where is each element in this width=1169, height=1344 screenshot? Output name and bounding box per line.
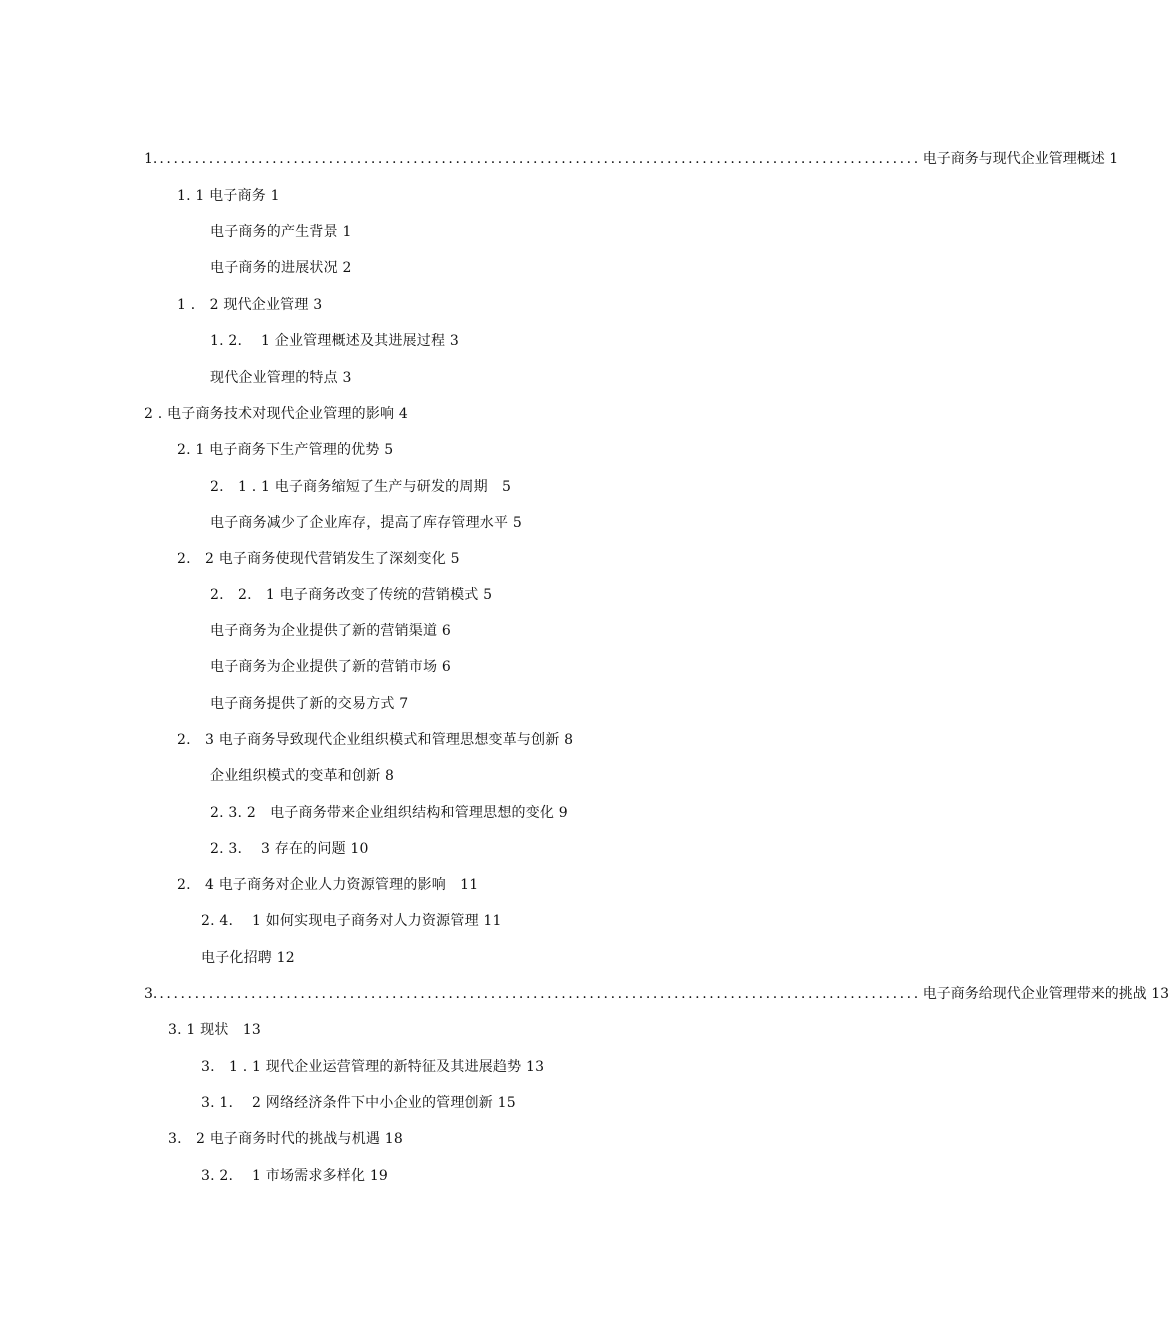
- toc-entry-2-2-1: 2. 2. 1 电子商务改变了传统的营销模式 5: [210, 587, 493, 603]
- toc-entry: 企业组织模式的变革和创新 8: [210, 768, 395, 784]
- toc-entry-2-2: 2. 2 电子商务使现代营销发生了深刻变化 5: [177, 551, 460, 567]
- toc-entry-2-3-2: 2. 3. 2 电子商务带来企业组织结构和管理思想的变化 9: [210, 805, 568, 821]
- toc-entry-3-1-2: 3. 1. 2 网络经济条件下中小企业的管理创新 15: [201, 1095, 516, 1111]
- toc-entry: 电子商务为企业提供了新的营销市场 6: [210, 659, 451, 675]
- toc-chapter-2: 2 . 电子商务技术对现代企业管理的影响 4: [144, 406, 409, 422]
- toc-entry-3-2-1: 3. 2. 1 市场需求多样化 19: [201, 1168, 389, 1184]
- toc-entry-2-3-3: 2. 3. 3 存在的问题 10: [210, 841, 369, 857]
- toc-chapter-title: 电子商务给现代企业管理带来的挑战 13: [922, 986, 1169, 1002]
- toc-chapter-1: [144, 149, 1119, 169]
- toc-chapter-3: [144, 984, 1169, 1004]
- toc-entry-2-4-1: 2. 4. 1 如何实现电子商务对人力资源管理 11: [201, 913, 502, 929]
- toc-entry-1-1: 1. 1 电子商务 1: [177, 188, 280, 204]
- toc-chapter-title: 电子商务与现代企业管理概述 1: [922, 151, 1119, 167]
- toc-entry: 电子商务的进展状况 2: [210, 260, 352, 276]
- toc-entry-3-1: 3. 1 现状 13: [168, 1022, 261, 1038]
- toc-entry-2-3: 2. 3 电子商务导致现代企业组织模式和管理思想变革与创新 8: [177, 732, 574, 748]
- toc-entry-2-4: 2. 4 电子商务对企业人力资源管理的影响 11: [177, 877, 479, 893]
- toc-entry: 现代企业管理的特点 3: [210, 370, 352, 386]
- toc-chapter-number: 3.: [144, 986, 158, 1002]
- toc-entry: 电子商务提供了新的交易方式 7: [210, 696, 409, 712]
- toc-entry-2-1: 2. 1 电子商务下生产管理的优势 5: [177, 442, 394, 458]
- toc-entry: 电子化招聘 12: [201, 950, 295, 966]
- toc-leader-dots: ............................................................................................................: [159, 151, 921, 167]
- toc-entry-2-1-1: 2. 1 . 1 电子商务缩短了生产与研发的周期 5: [210, 479, 512, 495]
- toc-entry: 电子商务为企业提供了新的营销渠道 6: [210, 623, 451, 639]
- toc-entry: 电子商务的产生背景 1: [210, 224, 352, 240]
- toc-entry-1-2-1: 1. 2. 1 企业管理概述及其进展过程 3: [210, 333, 459, 349]
- toc-entry-3-2: 3. 2 电子商务时代的挑战与机遇 18: [168, 1131, 403, 1147]
- toc-leader-dots: ............................................................................................................: [159, 986, 921, 1002]
- toc-entry-3-1-1: 3. 1 . 1 现代企业运营管理的新特征及其进展趋势 13: [201, 1059, 545, 1075]
- toc-entry: 电子商务减少了企业库存，提高了库存管理水平 5: [210, 515, 522, 531]
- toc-entry-1-2: 1 ． 2 现代企业管理 3: [177, 297, 323, 313]
- toc-chapter-number: 1.: [144, 151, 158, 167]
